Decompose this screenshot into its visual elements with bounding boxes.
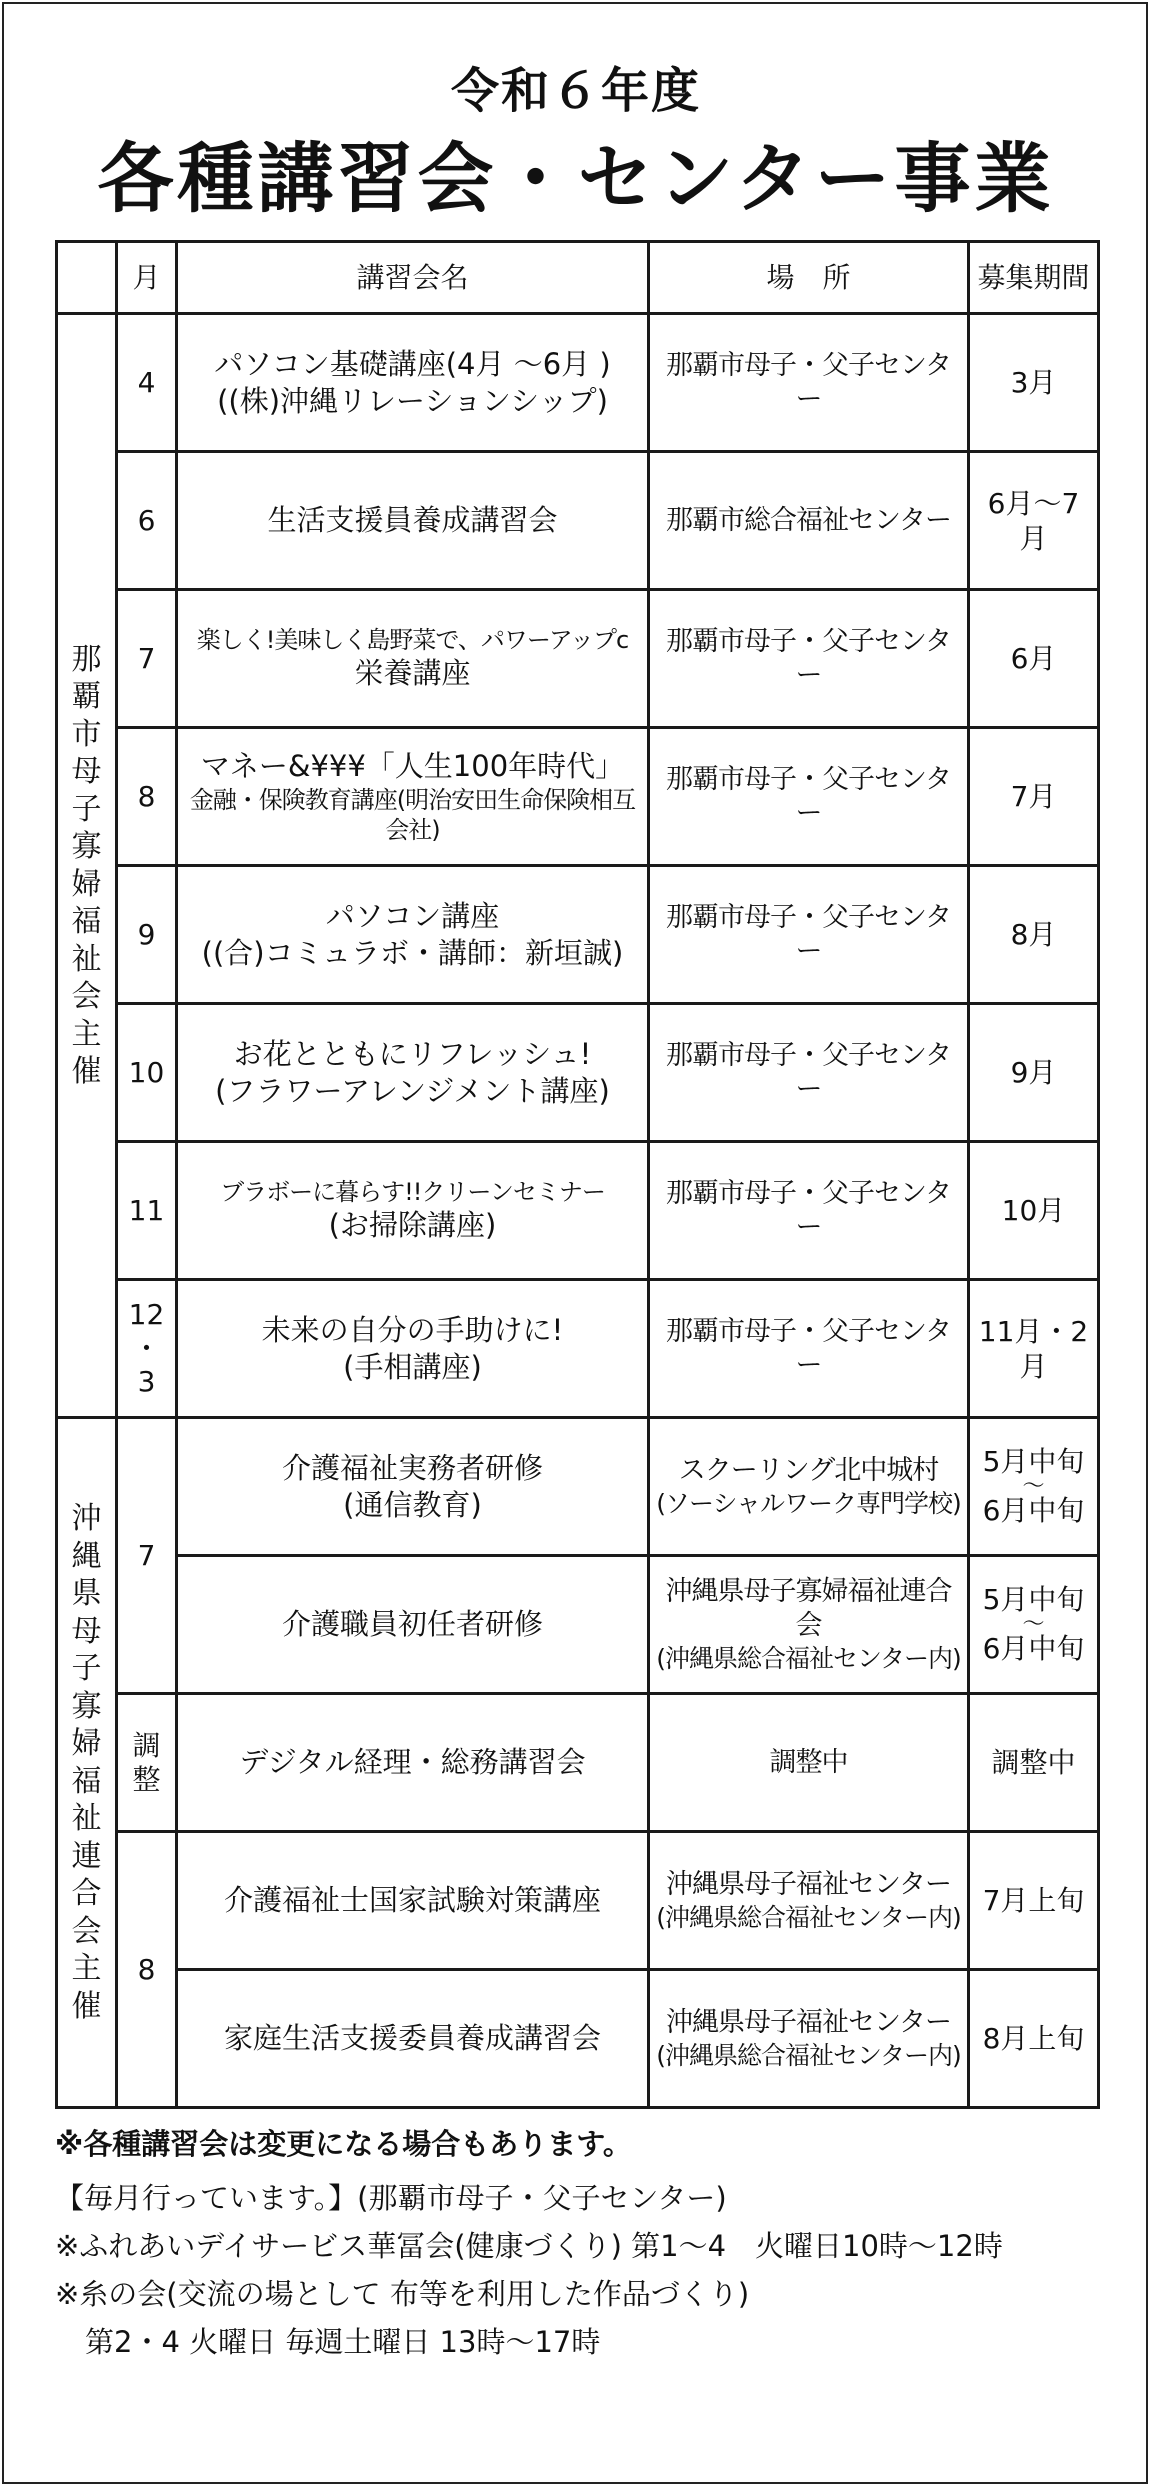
monthly-heading: 【毎月行っています。】(那覇市母子・父子センター) <box>55 2181 727 2215</box>
fureai-note: ※ふれあいデイサービス華冨会(健康づくり) 第1～4 火曜日10時～12時 <box>55 2229 1003 2263</box>
recruit-period: 11月・2月 <box>969 1280 1099 1418</box>
header-blank <box>57 242 117 314</box>
month-cell: 4 <box>117 314 177 452</box>
course-name: デジタル経理・総務講習会 <box>177 1694 649 1832</box>
table-row <box>57 1004 1099 1142</box>
recruit-period: 10月 <box>969 1142 1099 1280</box>
course-name: 介護福祉実務者研修 (通信教育) <box>177 1418 649 1556</box>
page-title: 各種講習会・センター事業 <box>97 134 1055 223</box>
month-cell: 12 ・ 3 <box>117 1280 177 1418</box>
course-name: 介護福祉士国家試験対策講座 <box>177 1832 649 1970</box>
venue: 那覇市母子・父子センター <box>649 1004 969 1142</box>
recruit-period: 6月～7月 <box>969 452 1099 590</box>
venue: 那覇市母子・父子センター <box>649 314 969 452</box>
recruit-period: 調整中 <box>969 1694 1099 1832</box>
table-row <box>57 314 1099 452</box>
venue: 調整中 <box>649 1694 969 1832</box>
month-cell: 9 <box>117 866 177 1004</box>
course-name: 介護職員初任者研修 <box>177 1556 649 1694</box>
month-cell: 8 <box>117 1832 177 2108</box>
notes-section <box>55 2120 1115 2366</box>
ito-schedule: 第2・4 火曜日 毎週土曜日 13時～17時 <box>85 2325 601 2359</box>
recruit-period: 3月 <box>969 314 1099 452</box>
events-table <box>55 240 1100 2109</box>
recruit-period: 7月 <box>969 728 1099 866</box>
ito-note: ※糸の会(交流の場として 布等を利用した作品づくり) <box>55 2277 750 2311</box>
table-row <box>57 1142 1099 1280</box>
course-name: 家庭生活支援委員養成講習会 <box>177 1970 649 2108</box>
recruit-period: 8月上旬 <box>969 1970 1099 2108</box>
month-cell: 7 <box>117 1418 177 1694</box>
table-row <box>57 1556 1099 1694</box>
header-period: 募集期間 <box>969 242 1099 314</box>
venue: 沖縄県母子福祉センター (沖縄県総合福祉センター内) <box>649 1832 969 1970</box>
venue: 那覇市母子・父子センター <box>649 866 969 1004</box>
course-name: お花とともにリフレッシュ! (フラワーアレンジメント講座) <box>177 1004 649 1142</box>
venue: 沖縄県母子寡婦福祉連合会 (沖縄県総合福祉センター内) <box>649 1556 969 1694</box>
course-name: パソコン講座 ((合)コミュラボ・講師：新垣誠) <box>177 866 649 1004</box>
month-cell: 8 <box>117 728 177 866</box>
recruit-period: 7月上旬 <box>969 1832 1099 1970</box>
course-name: 生活支援員養成講習会 <box>177 452 649 590</box>
table-row <box>57 1280 1099 1418</box>
course-name: 未来の自分の手助けに! (手相講座) <box>177 1280 649 1418</box>
venue: 那覇市母子・父子センター <box>649 728 969 866</box>
recruit-period: 5月中旬 ～ 6月中旬 <box>969 1556 1099 1694</box>
table-row <box>57 1418 1099 1556</box>
venue: 那覇市母子・父子センター <box>649 1280 969 1418</box>
month-cell: 7 <box>117 590 177 728</box>
header-month: 月 <box>117 242 177 314</box>
title-year: 令和６年度 <box>450 63 701 119</box>
month-cell: 調整 <box>117 1694 177 1832</box>
organizer-okinawa: 沖縄県母子寡婦福祉連合会主催 <box>57 1418 117 2108</box>
header-name: 講習会名 <box>177 242 649 314</box>
course-name: 楽しく!美味しく島野菜で、パワーアップc 栄養講座 <box>177 590 649 728</box>
table-row <box>57 1832 1099 1970</box>
header-place: 場 所 <box>649 242 969 314</box>
course-name: ブラボーに暮らす!!クリーンセミナー (お掃除講座) <box>177 1142 649 1280</box>
change-notice: ※各種講習会は変更になる場合もあります。 <box>55 2127 632 2161</box>
table-row <box>57 1694 1099 1832</box>
venue: 那覇市母子・父子センター <box>649 1142 969 1280</box>
month-cell: 10 <box>117 1004 177 1142</box>
organizer-naha: 那覇市母子寡婦福祉会主催 <box>57 314 117 1418</box>
course-name: マネー&¥¥¥「人生100年時代」 金融・保険教育講座(明治安田生命保険相互会社) <box>177 728 649 866</box>
venue: スクーリング北中城村 (ソーシャルワーク専門学校) <box>649 1418 969 1556</box>
recruit-period: 9月 <box>969 1004 1099 1142</box>
table-header-row <box>57 242 1099 314</box>
table-row <box>57 728 1099 866</box>
recruit-period: 6月 <box>969 590 1099 728</box>
course-name: パソコン基礎講座(4月 ～6月 ) ((株)沖縄リレーションシップ) <box>177 314 649 452</box>
table-row <box>57 1970 1099 2108</box>
table-row <box>57 452 1099 590</box>
recruit-period: 5月中旬 ～ 6月中旬 <box>969 1418 1099 1556</box>
table-row <box>57 866 1099 1004</box>
month-cell: 6 <box>117 452 177 590</box>
table-row <box>57 590 1099 728</box>
venue: 沖縄県母子福祉センター (沖縄県総合福祉センター内) <box>649 1970 969 2108</box>
venue: 那覇市総合福祉センター <box>649 452 969 590</box>
recruit-period: 8月 <box>969 866 1099 1004</box>
venue: 那覇市母子・父子センター <box>649 590 969 728</box>
month-cell: 11 <box>117 1142 177 1280</box>
